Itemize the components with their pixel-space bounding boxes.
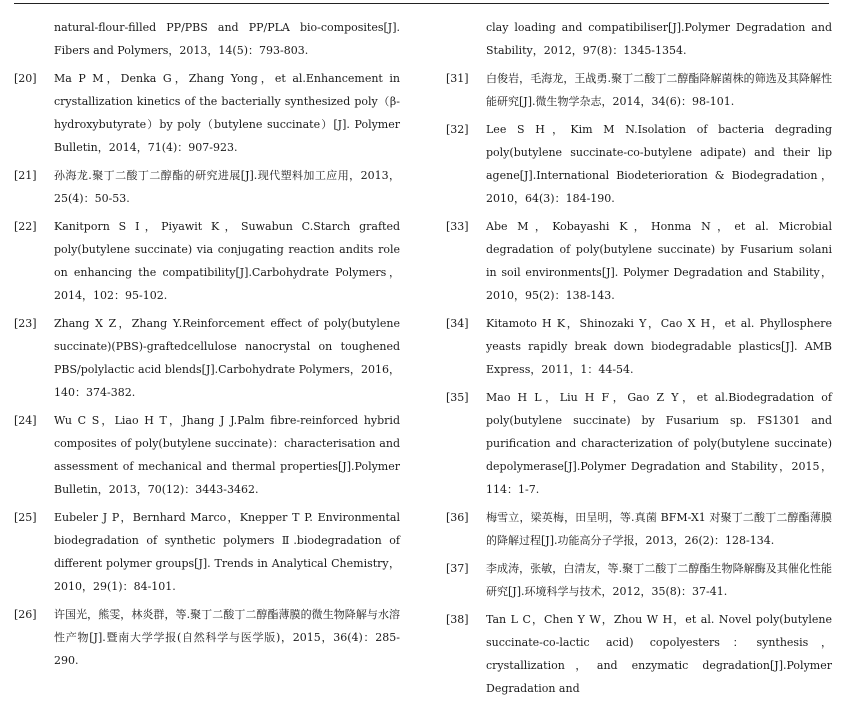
reference-text: 李成涛，张敏，白清友，等.聚丁二酸丁二醇酯生物降解酶及其催化性能研究[J].环境科学与技术，2012，35(8)：37-41. [486,562,832,598]
reference-number: [36] [446,511,469,524]
reference-number: [24] [14,414,37,427]
reference-text: Ma P M，Denka G，Zhang Yong，et al.Enhancement in crystallization kinetics of the bacterially synthesized poly（β-hydroxybutyrate）by poly（butylene succinate）[J]. Polymer Bulletin，2014，71(4)：907-923. [54,72,400,154]
reference-number: [38] [446,613,469,626]
reference-text: 梅雪立，梁英梅，田呈明，等.真菌 BFM-X1 对聚丁二酸丁二醇酯薄膜的降解过程[J].功能高分子学报，2013，26(2)：128-134. [486,511,832,547]
reference-text: 许国光，熊雯，林炎群，等.聚丁二酸丁二醇酯薄膜的微生物降解与水溶性产物[J].暨南大学学报(自然科学与医学版)，2015，36(4)：285-290. [54,608,400,667]
reference-item [446,312,832,381]
reference-item [446,118,832,210]
reference-item [14,409,400,501]
reference-text: Eubeler J P，Bernhard Marco，Knepper T P. Environmental biodegradation of synthetic polymers Ⅱ.biodegradation of different polymer groups[J]. Trends in Analytical Chemistry，2010，29(1)：84-101. [54,511,400,593]
reference-number: [37] [446,562,469,575]
reference-text: Tan L C，Chen Y W，Zhou W H，et al. Novel poly(butylene succinate-co-lactic acid) copolyesters：synthesis，crystallization，and enzymatic degradation[J].Polymer Degradation and [486,613,832,695]
reference-text: Abe M，Kobayashi K，Honma N，et al. Microbial degradation of poly(butylene succinate) by Fusarium solani in soil environments[J]. Polymer Degradation and Stability，2010，95(2)：138-143. [486,220,832,302]
reference-number: [21] [14,169,37,182]
reference-item [446,506,832,552]
reference-item [446,608,832,700]
reference-column-left [14,16,400,677]
reference-item [446,67,832,113]
reference-number: [31] [446,72,469,85]
reference-item [14,603,400,672]
reference-item [446,16,832,62]
reference-text: Kitamoto H K，Shinozaki Y，Cao X H，et al. Phyllosphere yeasts rapidly break down biodegradable plastics[J]. AMB Express，2011，1：44-54. [486,317,832,376]
reference-item [446,386,832,501]
reference-number: [26] [14,608,37,621]
reference-number: [23] [14,317,37,330]
reference-number: [25] [14,511,37,524]
reference-number: [34] [446,317,469,330]
reference-item [446,557,832,603]
reference-item [14,67,400,159]
reference-text: 白俊岩，毛海龙，王战勇.聚丁二酸丁二醇酯降解菌株的筛选及其降解性能研究[J].微生物学杂志，2014，34(6)：98-101. [486,72,832,108]
reference-item [14,16,400,62]
reference-text: 孙海龙.聚丁二酸丁二醇酯的研究进展[J].现代塑料加工应用，2013，25(4)：50-53. [54,169,400,205]
reference-number: [22] [14,220,37,233]
reference-number: [32] [446,123,469,136]
reference-text: Zhang X Z，Zhang Y.Reinforcement effect of poly(butylene succinate)(PBS)-graftedcellulose nanocrystal on toughened PBS/polylactic acid blends[J].Carbohydrate Polymers，2016，140：374-382. [54,317,400,399]
reference-text: natural-flour-filled PP/PBS and PP/PLA bio-composites[J]. Fibers and Polymers，2013，14(5)：793-803. [54,21,400,57]
reference-number: [35] [446,391,469,404]
reference-item [446,215,832,307]
reference-text: Lee S H，Kim M N.Isolation of bacteria degrading poly(butylene succinate-co-butylene adipate) and their lip agene[J].International Biodeterioration & Biodegradation，2010，64(3)：184-190. [486,123,832,205]
reference-item [14,215,400,307]
reference-text: Mao H L，Liu H F，Gao Z Y，et al.Biodegradation of poly(butylene succinate) by Fusarium sp. FS1301 and purification and characterization of poly(butylene succinate) depolymerase[J].Polymer Degradation and Stability，2015，114：1-7. [486,391,832,496]
reference-item [14,164,400,210]
reference-number: [33] [446,220,469,233]
reference-text: clay loading and compatibiliser[J].Polymer Degradation and Stability，2012，97(8)：1345-1354. [486,21,832,57]
reference-text: Kanitporn S I，Piyawit K，Suwabun C.Starch grafted poly(butylene succinate) via conjugating reaction andits role on enhancing the compatibility[J].Carbohydrate Polymers，2014，102：95-102. [54,220,400,302]
reference-text: Wu C S，Liao H T，Jhang J J.Palm fibre-reinforced hybrid composites of poly(butylene succinate)：characterisation and assessment of mechanical and thermal properties[J].Polymer Bulletin，2013，70(12)：3443-3462. [54,414,400,496]
reference-column-right [446,16,832,705]
reference-item [14,312,400,404]
reference-item [14,506,400,598]
reference-number: [20] [14,72,37,85]
top-rule [14,3,829,4]
